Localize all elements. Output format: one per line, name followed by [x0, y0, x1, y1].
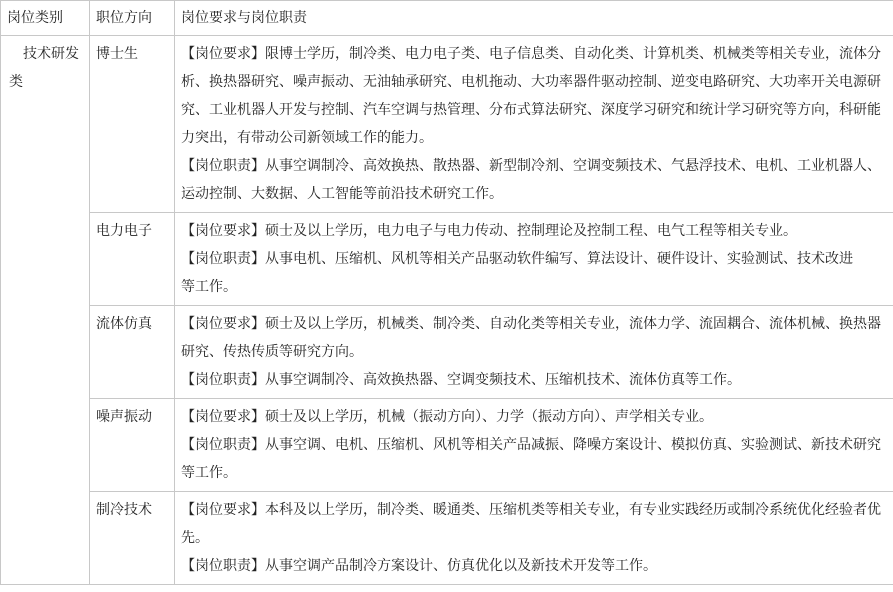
requirement-paragraph: 【岗位要求】本科及以上学历，制冷类、暖通类、压缩机类等相关专业，有专业实践经历或制冷系统优化经验者优先。 [181, 502, 881, 546]
direction-cell: 流体仿真 [90, 306, 175, 399]
duty-paragraph: 【岗位职责】从事空调产品制冷方案设计、仿真优化以及新技术开发等工作。 [181, 558, 657, 574]
duty-paragraph: 【岗位职责】从事空调、电机、压缩机、风机等相关产品减振、降噪方案设计、模拟仿真、实验测试、新技术研究等工作。 [181, 437, 881, 481]
requirement-paragraph: 【岗位要求】硕士及以上学历，机械类、制冷类、自动化类等相关专业，流体力学、流固耦合、流体机械、换热器研究、传热传质等研究方向。 [181, 316, 881, 360]
header-requirements: 岗位要求与岗位职责 [175, 1, 893, 36]
table-header-row [1, 1, 893, 36]
direction-cell: 制冷技术 [90, 492, 175, 585]
table-row [1, 213, 893, 306]
table-row [1, 306, 893, 399]
requirement-paragraph: 【岗位要求】限博士学历，制冷类、电力电子类、电子信息类、自动化类、计算机类、机械类等相关专业，流体分析、换热器研究、噪声振动、无油轴承研究、电机拖动、大功率器件驱动控制、逆变电路研究、大功率开关电源研究、工业机器人开发与控制、汽车空调与热管理、分布式算法研究、深度学习研究和统计学习研究等方向，科研能力突出，有带动公司新领域工作的能力。 [181, 46, 881, 146]
duty-paragraph: 【岗位职责】从事空调制冷、高效换热器、空调变频技术、压缩机技术、流体仿真等工作。 [181, 372, 741, 388]
direction-cell: 噪声振动 [90, 399, 175, 492]
direction-cell: 博士生 [90, 36, 175, 213]
header-category: 岗位类别 [1, 1, 90, 36]
requirement-paragraph: 【岗位要求】硕士及以上学历，机械（振动方向）、力学（振动方向）、声学相关专业。 [181, 409, 713, 425]
table-row [1, 36, 893, 213]
requirements-cell [175, 213, 893, 306]
requirements-cell [175, 36, 893, 213]
table-row [1, 492, 893, 585]
duty-paragraph: 【岗位职责】从事电机、压缩机、风机等相关产品驱动软件编写、算法设计、硬件设计、实验测试、技术改进 [181, 251, 853, 267]
direction-cell: 电力电子 [90, 213, 175, 306]
header-direction: 职位方向 [90, 1, 175, 36]
requirements-cell [175, 306, 893, 399]
category-cell: 技术研发类 [1, 36, 90, 585]
requirements-cell [175, 492, 893, 585]
requirement-paragraph: 【岗位要求】硕士及以上学历，电力电子与电力传动、控制理论及控制工程、电气工程等相关专业。 [181, 223, 797, 239]
duty-paragraph: 【岗位职责】从事空调制冷、高效换热、散热器、新型制冷剂、空调变频技术、气悬浮技术、电机、工业机器人、运动控制、大数据、人工智能等前沿技术研究工作。 [181, 158, 881, 202]
table-row [1, 399, 893, 492]
requirements-cell [175, 399, 893, 492]
duty-paragraph-continued: 等工作。 [181, 279, 237, 295]
